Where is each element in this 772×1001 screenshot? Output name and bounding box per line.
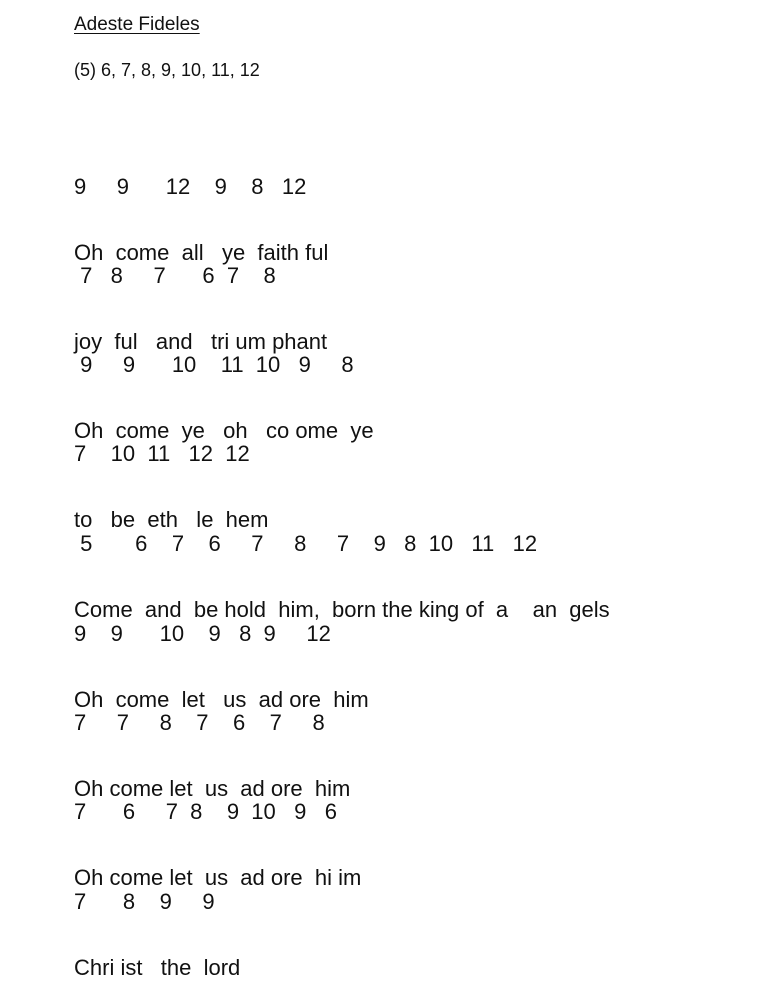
lyrics-line: Oh come let us ad ore him (74, 687, 369, 712)
lyrics-line: joy ful and tri um phant (74, 329, 328, 354)
lyrics-line: Chri ist the lord (74, 955, 241, 980)
note-numbers: 7 10 11 12 12 (74, 441, 250, 466)
note-numbers: 7 7 8 7 6 7 8 (74, 710, 325, 735)
lyrics-line: Come and be hold him, born the king of a an gels (74, 597, 610, 622)
note-numbers: 5 6 7 6 7 8 7 9 8 10 11 12 (74, 531, 538, 556)
lyrics-line: Oh come let us ad ore hi im (74, 865, 362, 890)
note-numbers: 9 9 10 9 8 9 12 (74, 621, 331, 646)
note-numbers: 9 9 10 11 10 9 8 (74, 352, 354, 377)
song-title: Adeste Fideles (74, 14, 200, 35)
lyrics-line: Oh come ye oh co ome ye (74, 418, 374, 443)
note-numbers: 7 8 7 6 7 8 (74, 263, 276, 288)
notes-summary: (5) 6, 7, 8, 9, 10, 11, 12 (74, 60, 260, 80)
lyrics-line: Oh come let us ad ore him (74, 776, 351, 801)
lyrics-line: Oh come all ye faith ful (74, 240, 329, 265)
note-numbers: 7 8 9 9 (74, 889, 215, 914)
note-numbers: 7 6 7 8 9 10 9 6 (74, 799, 337, 824)
lyrics-line: to be eth le hem (74, 507, 269, 532)
stanza (74, 851, 240, 1001)
note-numbers: 9 9 12 9 8 12 (74, 174, 307, 199)
